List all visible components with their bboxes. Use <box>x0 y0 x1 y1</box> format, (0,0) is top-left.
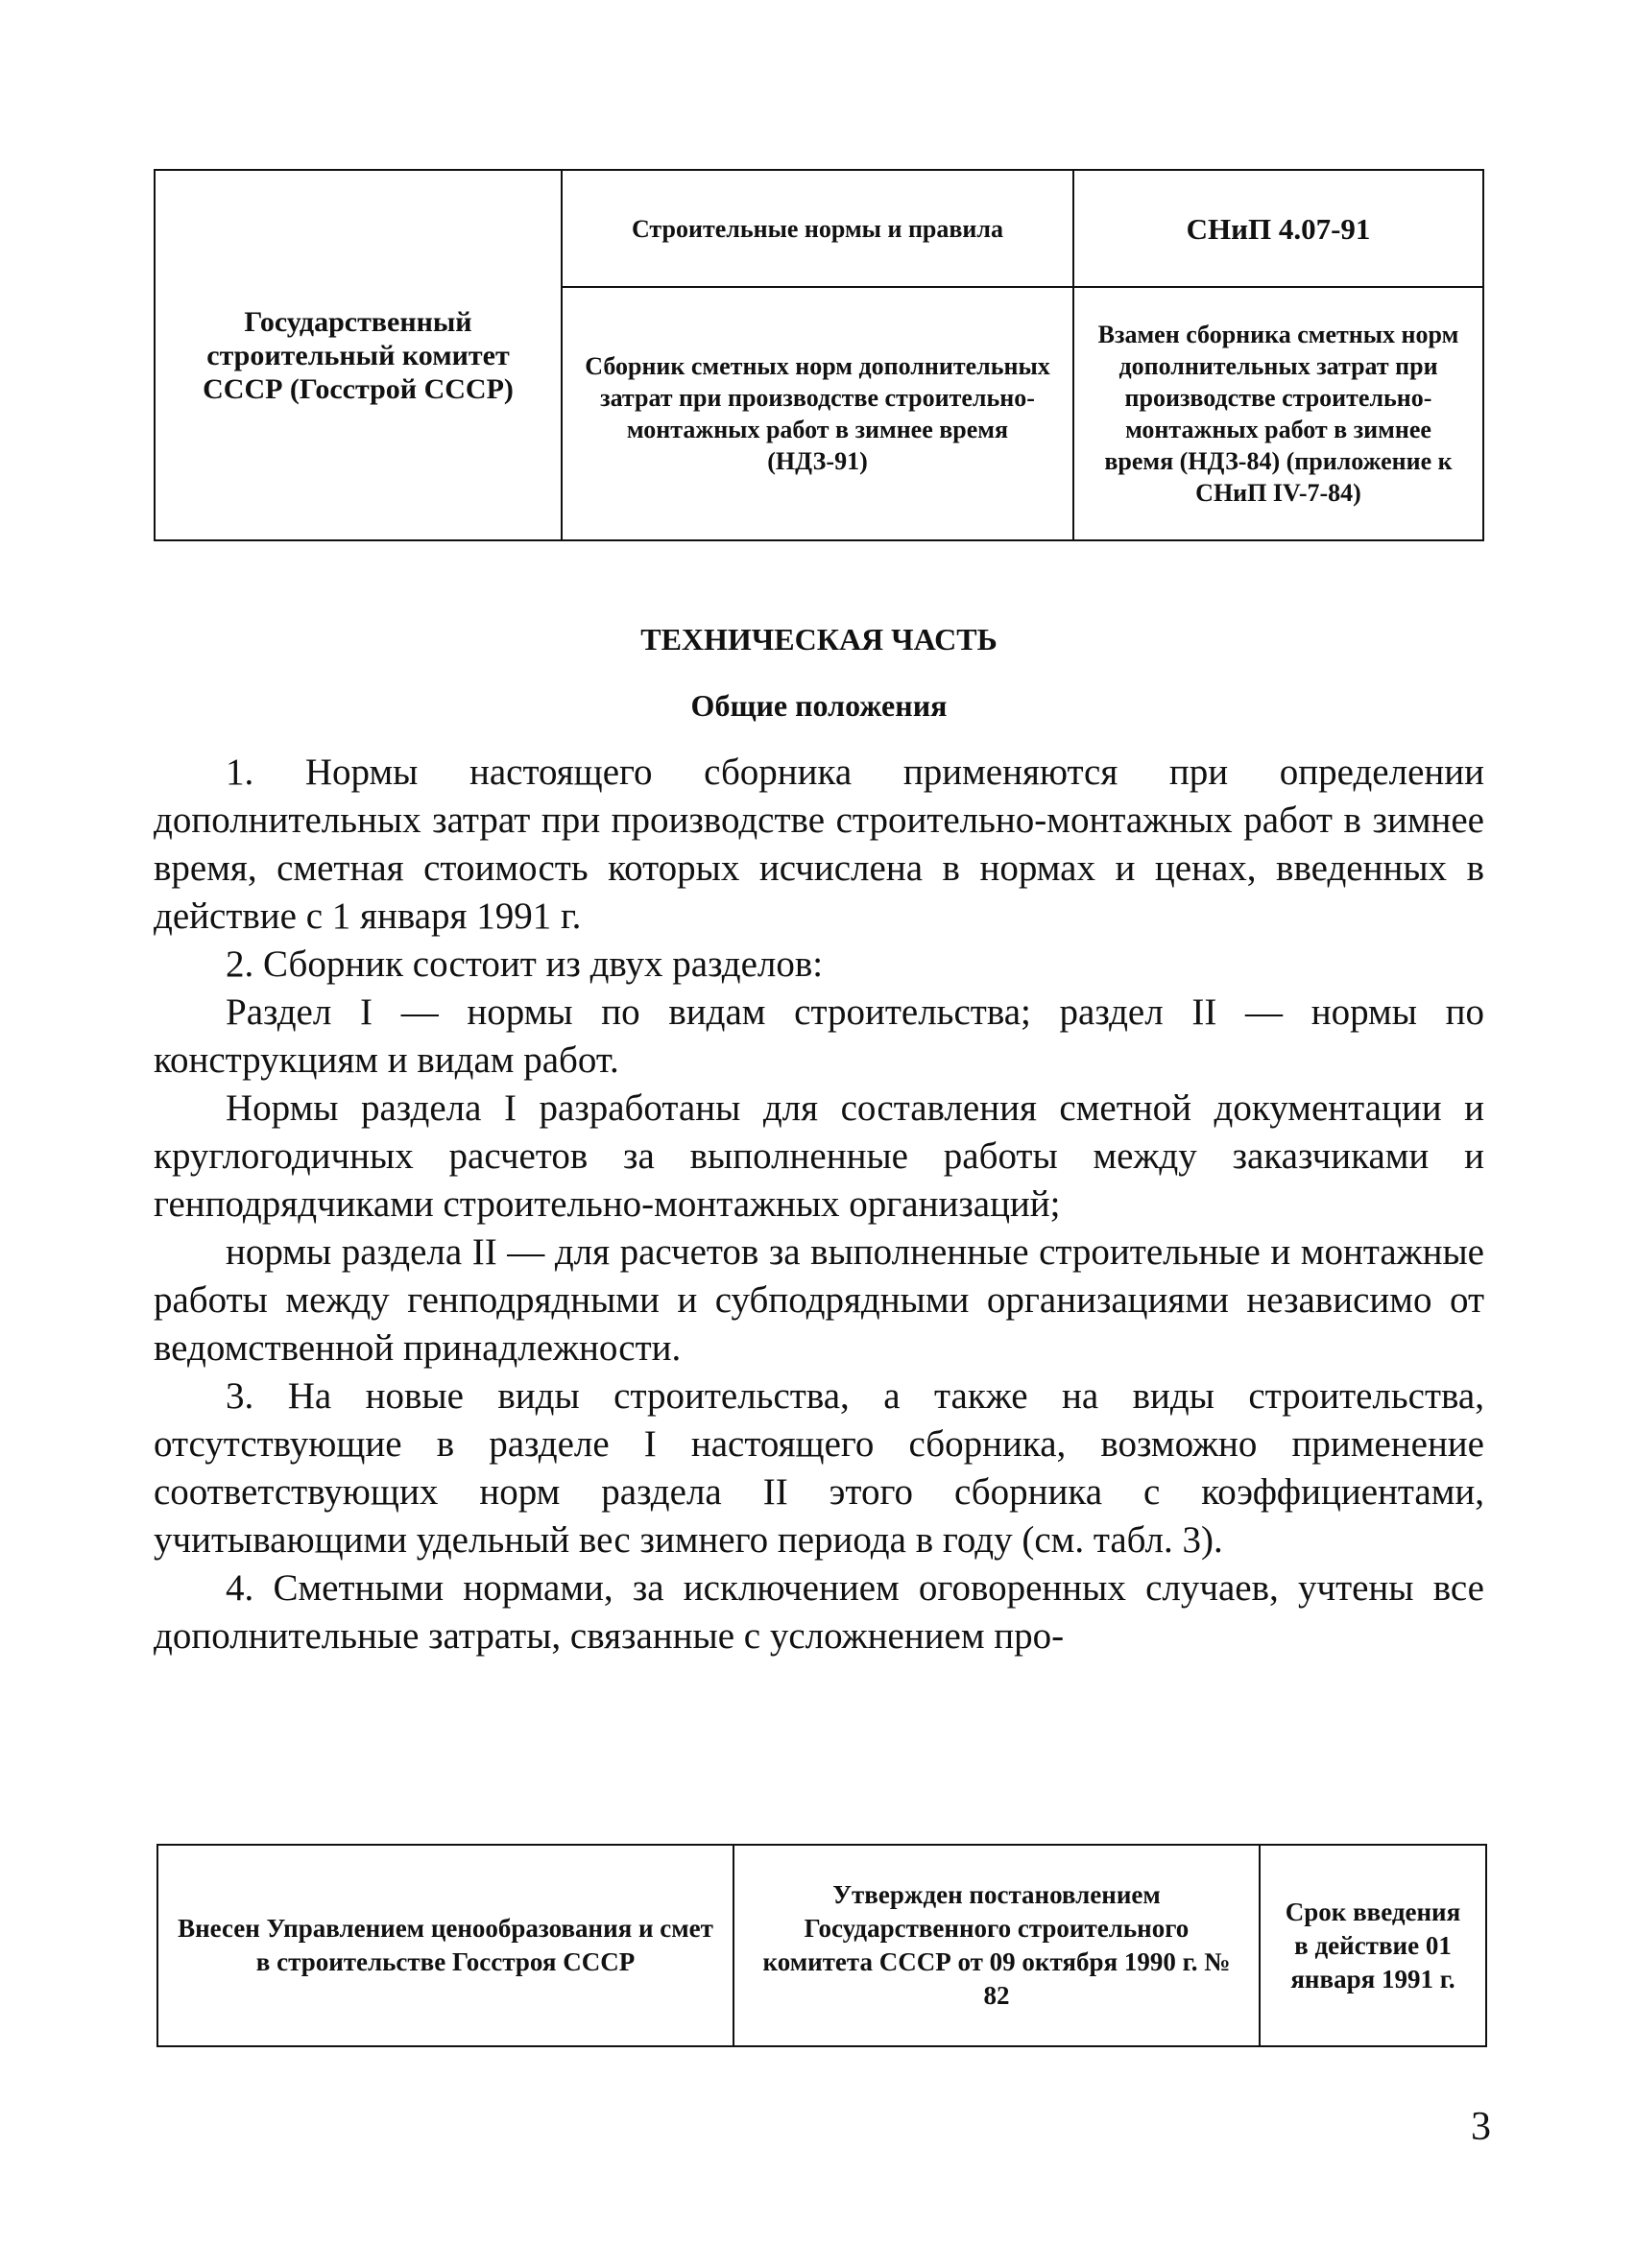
submitted-by: Внесен Управлением ценообразования и смет в строительстве Госстроя СССР <box>157 1845 733 2046</box>
issuing-organization: Государственный строительный комитет СССР (Госстрой СССР) <box>155 170 562 540</box>
section-heading: ТЕХНИЧЕСКАЯ ЧАСТЬ <box>640 622 998 657</box>
replaces-note: Взамен сборника сметных норм дополнительных затрат при производстве строительно-монтажных работ в зимнее время (НДЗ-84) (приложение к СНиП IV-7-84) <box>1073 287 1483 540</box>
effective-date: Срок введения в действие 01 января 1991 г. <box>1260 1845 1486 2046</box>
document-code: СНиП 4.07-91 <box>1073 170 1483 287</box>
page-number: 3 <box>1471 2105 1491 2149</box>
body-text <box>154 749 1484 1660</box>
footer-table <box>156 1844 1487 2047</box>
paragraph: Раздел I — нормы по видам строительства; раздел II — нормы по конструкциям и видам работ. <box>154 991 1484 1081</box>
paragraph: Нормы раздела I разработаны для составления сметной документации и круглогодичных расчетов за выполненные работы между заказчиками и генподрядчиками строительно-монтажных организаций; <box>154 1087 1484 1225</box>
paragraph: 1. Нормы настоящего сборника применяются при определении дополнительных затрат при производстве строительно-монтажных работ в зимнее время, сметная стоимость которых исчислена в нормах и ценах, введенных в действие с 1 января 1991 г. <box>154 752 1484 937</box>
subsection-heading: Общие положения <box>690 688 948 723</box>
paragraph: 3. На новые виды строительства, а также на виды строительства, отсутствующие в разделе I настоящего сборника, возможно применение соответствующих норм раздела II этого сборника с коэффициентами, учитывающими удельный вес зимнего периода в году (см. табл. 3). <box>154 1375 1484 1561</box>
paragraph: нормы раздела II — для расчетов за выполненные строительные и монтажные работы между генподрядными и субподрядными организациями независимо от ведомственной принадлежности. <box>154 1231 1484 1369</box>
paragraph: 2. Сборник состоит из двух разделов: <box>226 943 824 985</box>
document-title: Сборник сметных норм дополнительных затрат при производстве строительно-монтажных работ в зимнее время (НДЗ-91) <box>562 287 1073 540</box>
approved-by: Утвержден постановлением Государственного строительного комитета СССР от 09 октября 1990 г. № 82 <box>733 1845 1260 2046</box>
paragraph: 4. Сметными нормами, за исключением оговоренных случаев, учтены все дополнительные затраты, связанные с усложнением про- <box>154 1567 1484 1657</box>
document-type: Строительные нормы и правила <box>562 170 1073 287</box>
header-table <box>154 169 1484 541</box>
